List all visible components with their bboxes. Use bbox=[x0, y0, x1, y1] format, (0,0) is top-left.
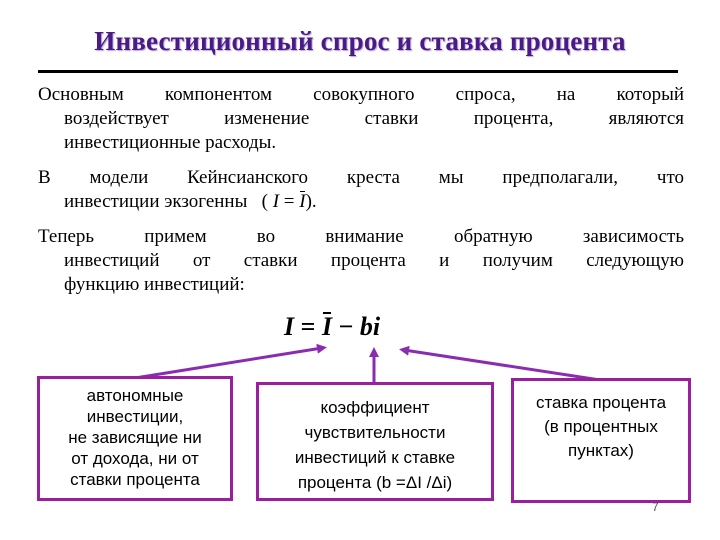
formula-open-paren: ( bbox=[261, 191, 268, 212]
formula-autonomous-investment: I bbox=[321, 312, 333, 341]
formula-close-paren: ). bbox=[305, 191, 317, 212]
formula-rhs-ibar: I bbox=[299, 191, 306, 212]
box-line: от дохода, ни от bbox=[71, 449, 199, 468]
paragraph-line: инвестиций от ставки процента и получим следующую bbox=[64, 250, 684, 271]
paragraph-line: В модели Кейнсианского креста мы предполагали, что bbox=[38, 167, 684, 188]
page-title: Инвестиционный спрос и ставка процента bbox=[94, 26, 626, 56]
formula-minus: − bbox=[338, 312, 354, 341]
box-line: пунктах) bbox=[568, 441, 634, 460]
page-number: 7 bbox=[652, 500, 659, 514]
paragraph-line: Основным компонентом совокупного спроса, на который bbox=[38, 84, 684, 105]
paragraph-line: Теперь примем во внимание обратную зависимость bbox=[38, 226, 684, 247]
autonomous-investment-box bbox=[37, 376, 233, 501]
interest-rate-box bbox=[511, 378, 691, 503]
box-line: ставки процента bbox=[70, 470, 200, 489]
formula-lhs: I bbox=[272, 191, 280, 212]
formula-investment: I bbox=[284, 312, 295, 341]
box-line: чувствительности bbox=[304, 423, 446, 442]
paragraph-line-text: инвестиции экзогенны bbox=[64, 191, 248, 212]
box-line: (в процентных bbox=[544, 417, 658, 436]
box-line: коэффициент bbox=[320, 398, 430, 417]
box-line: автономные bbox=[86, 386, 184, 405]
box-line: ставка процента bbox=[535, 393, 667, 412]
sensitivity-coefficient-box bbox=[256, 382, 494, 501]
arrow-to-ibar bbox=[135, 348, 322, 378]
box-line: процента (b =ΔI /Δi) bbox=[297, 473, 453, 492]
formula-bi-term: bi bbox=[359, 312, 381, 341]
paragraph-line: функцию инвестиций: bbox=[64, 274, 245, 295]
paragraph-line: воздействует изменение ставки процента, являются bbox=[64, 108, 684, 129]
formula-equals: = bbox=[300, 312, 316, 341]
box-line: не зависящие ни bbox=[68, 428, 202, 447]
arrow-to-i bbox=[404, 350, 600, 380]
formula-equals: = bbox=[283, 191, 295, 212]
paragraph-line: инвестиционные расходы. bbox=[64, 132, 277, 153]
box-line: инвестиции, bbox=[86, 407, 184, 426]
box-line: инвестиций к ставке bbox=[294, 448, 456, 467]
